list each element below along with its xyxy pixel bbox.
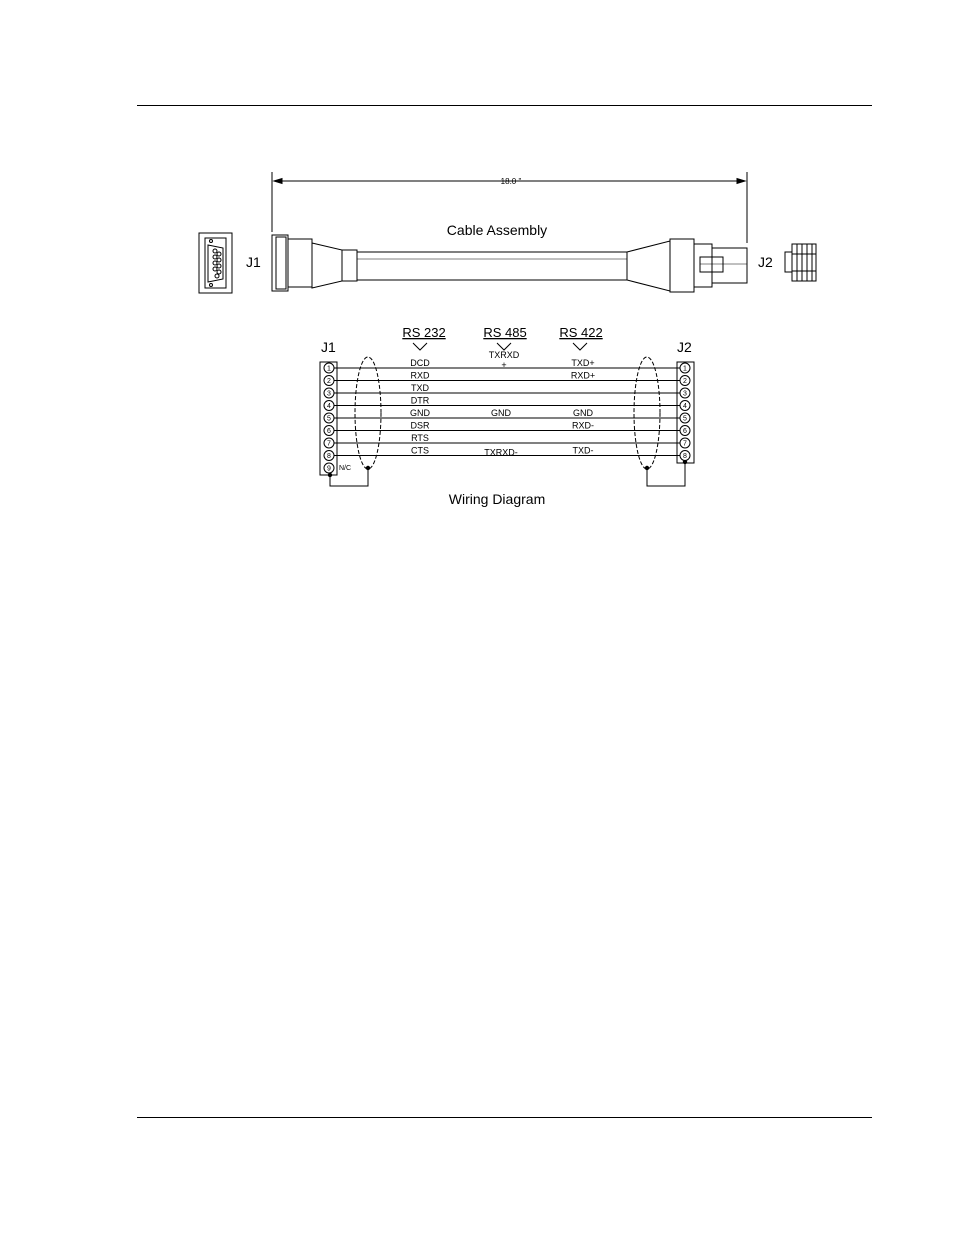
nc-label: N/C	[339, 465, 352, 472]
j1-pin-2-label: 2	[327, 378, 331, 385]
j2-pin-7-label: 7	[683, 440, 687, 448]
header-rs422: RS 422	[559, 325, 603, 340]
signal-rs485-row-1: TXRXD +	[488, 350, 520, 370]
signal-rs232-row-7: RTS	[411, 433, 429, 443]
dimension-arrow-left	[274, 179, 282, 184]
signal-rs485-row-5: GND	[491, 408, 511, 418]
j2-pin-3-label: 3	[683, 390, 687, 398]
j1-pin-9-label: 9	[327, 465, 331, 473]
header-rs485-chevron	[497, 343, 511, 350]
header-rs232: RS 232	[402, 325, 446, 340]
j2-drain-wire	[647, 463, 685, 486]
signal-rs232-row-3: TXD	[411, 383, 429, 393]
j2-drain-node	[645, 466, 649, 470]
j1-pin-3-label: 3	[327, 390, 331, 398]
signal-rs232-row-6: DSR	[410, 420, 430, 431]
j2-pin-6-label: 6	[683, 428, 687, 435]
j2-pin-4-label: 4	[683, 403, 687, 410]
header-rs422-chevron	[573, 343, 587, 350]
db9-front-view	[199, 233, 232, 293]
j1-pin-7-label: 7	[327, 440, 331, 448]
j1-pin-8-label: 8	[327, 453, 331, 460]
j2-connector-body	[627, 239, 747, 292]
header-rs232-chevron	[413, 343, 427, 350]
signal-rs232-row-8: CTS	[411, 445, 429, 456]
j1-shield-ellipse	[355, 357, 381, 469]
wiring-j1-label: J1	[321, 339, 336, 355]
signal-rs232-row-1: DCD	[410, 358, 430, 368]
signal-rs422-row-8: TXD-	[572, 445, 594, 456]
signal-rs232-row-5: GND	[410, 408, 430, 418]
signal-rs422-row-1: TXD+	[571, 358, 595, 368]
j2-pins	[680, 363, 690, 461]
j2-pin-1-label: 1	[683, 365, 687, 373]
wiring-diagram-title: Wiring Diagram	[448, 491, 546, 507]
j2-shield-ellipse	[634, 357, 660, 469]
signal-rs485-row-8: TXRXD-	[484, 447, 518, 458]
j1-connector-body	[272, 235, 357, 291]
j1-pins	[324, 363, 334, 473]
j1-pin-4-label: 4	[327, 403, 331, 410]
j1-pin-6-label: 6	[327, 428, 331, 435]
header-rs485: RS 485	[483, 325, 527, 340]
signal-rs422-row-5: GND	[573, 408, 593, 418]
cable-j2-label: J2	[758, 254, 773, 270]
dimension-arrow-right	[737, 179, 745, 184]
wiring-j2-label: J2	[677, 339, 692, 355]
wiring-diagram	[320, 325, 694, 486]
j1-pin-5-label: 5	[327, 415, 331, 423]
signal-labels	[410, 350, 595, 458]
j2-pin-5-label: 5	[683, 415, 687, 423]
cable-j1-label: J1	[246, 254, 261, 270]
rj-end-view	[785, 244, 816, 281]
signal-rs422-row-6: RXD-	[572, 420, 594, 431]
cable-jacket	[357, 252, 627, 280]
signal-rs232-row-2: RXD	[410, 370, 430, 381]
j2-pin-2-label: 2	[683, 378, 687, 385]
signal-rs232-row-4: DTR	[410, 395, 430, 406]
j2-pin-8-label: 8	[683, 453, 687, 460]
signal-rs422-row-2: RXD+	[570, 370, 596, 381]
j1-pin-1-label: 1	[327, 365, 331, 373]
cable-assembly-title: Cable Assembly	[446, 222, 548, 238]
cable-length-label: 18.0 "	[500, 177, 522, 186]
j1-drain-node	[366, 466, 370, 470]
